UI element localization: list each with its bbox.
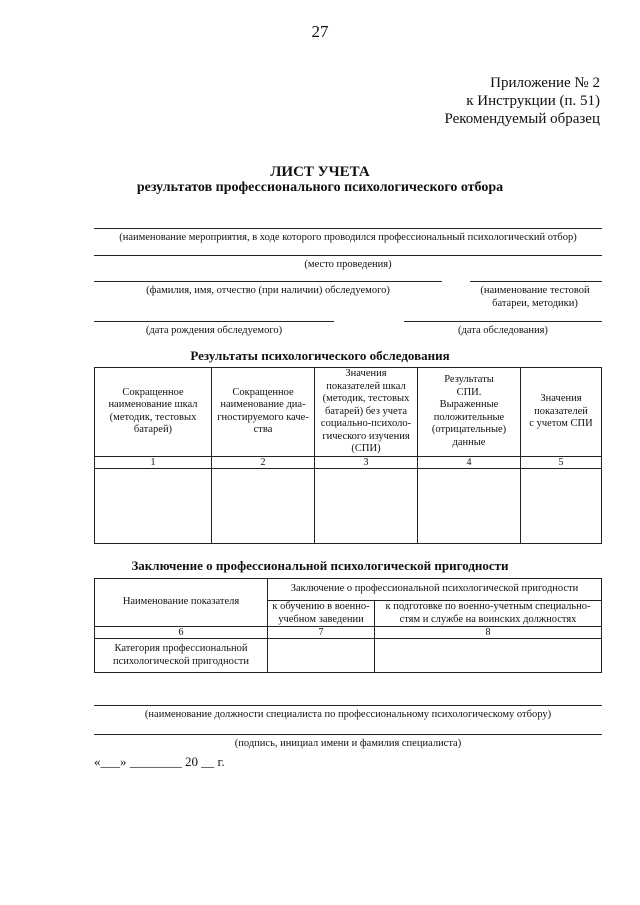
column-number: 2	[212, 456, 315, 468]
results-data-cell[interactable]	[418, 468, 521, 543]
appendix-line: Приложение № 2	[490, 75, 600, 91]
conclusion-number-row	[95, 627, 602, 639]
document-subtitle: результатов профессионального психологического отбора	[136, 180, 504, 195]
results-table	[94, 367, 602, 544]
conclusion-data-row	[95, 639, 602, 673]
birth-date-line[interactable]	[94, 321, 334, 322]
conclusion-sub-header: к подготовке по военно-учетным специально- стям и службе на воинских должностях	[375, 601, 602, 627]
event-name-caption: (наименование мероприятия, в ходе которого проводился профессиональный психологический отбор)	[119, 232, 577, 243]
conclusion-row-label: Категория профессиональной психологической пригодности	[95, 639, 268, 673]
date-line[interactable]: «___» ________ 20 __ г.	[94, 754, 225, 769]
results-data-cell[interactable]	[212, 468, 315, 543]
column-number: 8	[375, 627, 602, 639]
document-title: ЛИСТ УЧЕТА	[270, 164, 370, 180]
conclusion-header-row	[95, 579, 602, 601]
test-battery-caption	[460, 284, 610, 310]
position-line[interactable]	[94, 705, 602, 706]
conclusion-group-header: Заключение о профессиональной психологической пригодности	[268, 579, 602, 601]
column-number: 3	[315, 456, 418, 468]
test-battery-caption-line: батареи, методики)	[492, 298, 578, 309]
column-number: 1	[95, 456, 212, 468]
conclusion-table-title: Заключение о профессиональной психологической пригодности	[131, 558, 509, 573]
conclusion-data-cell[interactable]	[375, 639, 602, 673]
appendix-block	[444, 74, 600, 128]
conclusion-data-cell[interactable]	[268, 639, 375, 673]
column-number: 4	[418, 456, 521, 468]
column-number: 7	[268, 627, 375, 639]
conclusion-col1-header: Наименование показателя	[95, 579, 268, 627]
results-data-cell[interactable]	[521, 468, 602, 543]
full-name-line[interactable]	[94, 281, 442, 282]
exam-date-line[interactable]	[404, 321, 602, 322]
results-header-cell: Результаты СПИ. Выраженные положительные (отрицательные) данные	[418, 368, 521, 457]
test-battery-caption-line: (наименование тестовой	[480, 285, 590, 296]
results-data-row	[95, 468, 602, 543]
results-header-row	[95, 368, 602, 457]
results-header-cell: Значения показателей с учетом СПИ	[521, 368, 602, 457]
full-name-caption: (фамилия, имя, отчество (при наличии) обследуемого)	[146, 285, 390, 296]
event-name-line[interactable]	[94, 228, 602, 229]
results-data-cell[interactable]	[95, 468, 212, 543]
results-header-cell: Сокращенное наименование шкал (методик, тестовых батарей)	[95, 368, 212, 457]
signature-caption: (подпись, инициал имени и фамилия специалиста)	[234, 738, 462, 749]
exam-date-caption: (дата обследования)	[458, 325, 548, 336]
place-line[interactable]	[94, 255, 602, 256]
appendix-line: Рекомендуемый образец	[444, 111, 600, 127]
test-battery-line[interactable]	[470, 281, 602, 282]
birth-date-caption: (дата рождения обследуемого)	[145, 325, 283, 336]
column-number: 6	[95, 627, 268, 639]
page-number: 27	[311, 22, 329, 41]
results-data-cell[interactable]	[315, 468, 418, 543]
signature-line[interactable]	[94, 734, 602, 735]
conclusion-table	[94, 578, 602, 673]
position-caption: (наименование должности специалиста по профессиональному психологическому отбору)	[144, 709, 552, 720]
results-number-row	[95, 456, 602, 468]
results-header-cell: Сокращенное наименование диа- гностируемого каче- ства	[212, 368, 315, 457]
results-table-title: Результаты психологического обследования	[190, 348, 450, 363]
place-caption: (место проведения)	[304, 259, 392, 270]
results-header-cell: Значения показателей шкал (методик, тестовых батарей) без учета социально-психоло- гического изучения (СПИ)	[315, 368, 418, 457]
conclusion-sub-header: к обучению в военно- учебном заведении	[268, 601, 375, 627]
column-number: 5	[521, 456, 602, 468]
appendix-line: к Инструкции (п. 51)	[466, 93, 600, 109]
